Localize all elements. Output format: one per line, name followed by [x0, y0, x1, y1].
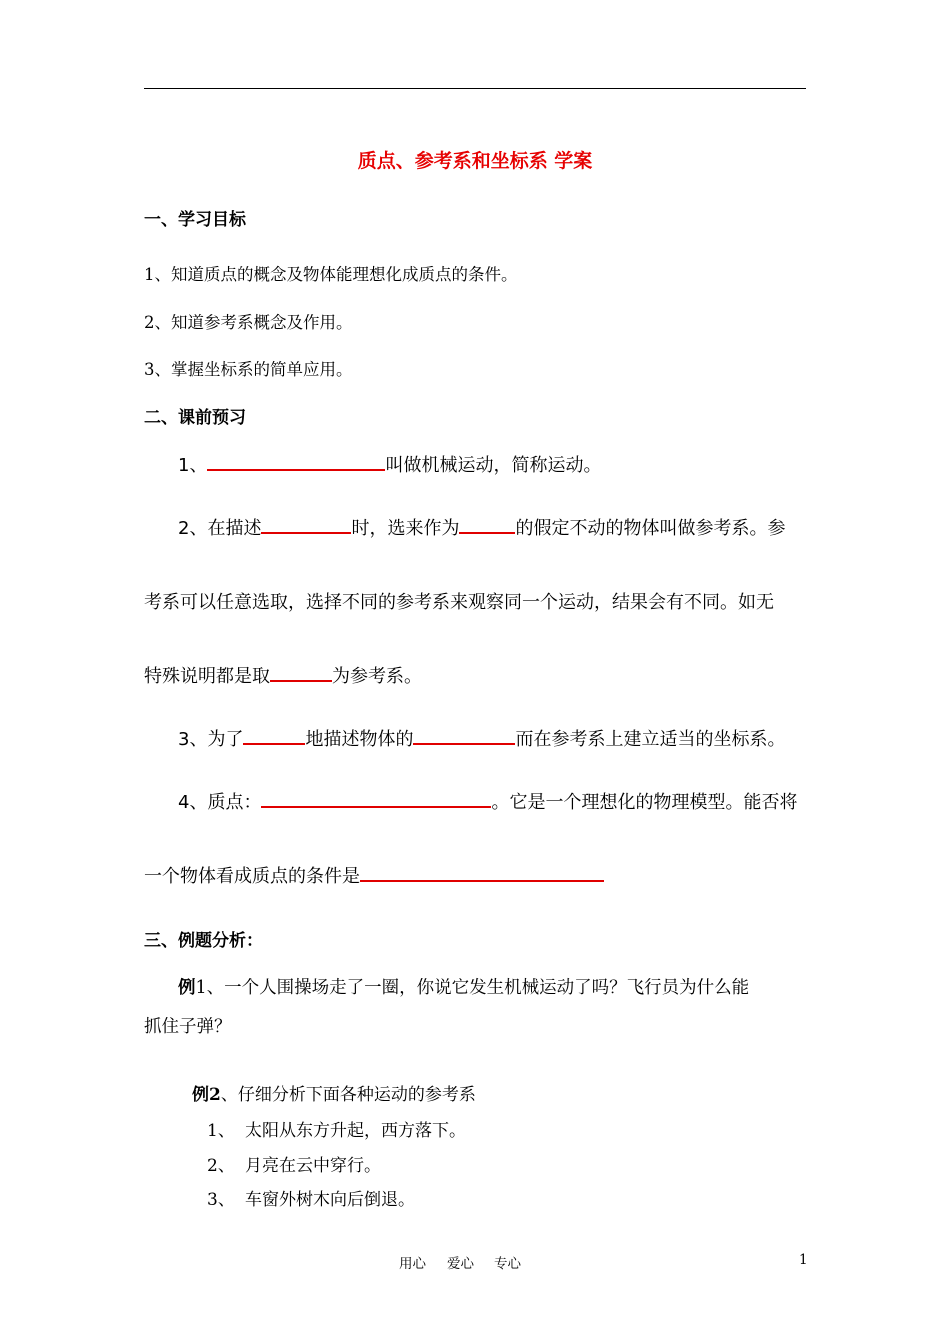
q2-text-b: 时，选来作为: [351, 518, 460, 539]
q3-text-a: 3、为了: [178, 729, 244, 750]
goal-item-3: 3、掌握坐标系的简单应用。: [144, 360, 353, 379]
q4-text-a: 4、质点：: [178, 792, 262, 813]
q2-blank-1[interactable]: [261, 531, 351, 534]
section3-heading: 三、例题分析：: [144, 931, 263, 951]
ex2-label: 例: [192, 1085, 209, 1105]
q3-blank-2[interactable]: [413, 742, 515, 745]
goal-item-2: 2、知道参考系概念及作用。: [144, 313, 353, 332]
ex2-item-1-text: 太阳从东方升起，西方落下。: [245, 1121, 466, 1141]
q1-blank[interactable]: [207, 468, 385, 471]
example-1-line1: [178, 974, 749, 999]
q1-suffix: 叫做机械运动，简称运动。: [385, 455, 602, 476]
page-number: 1: [799, 1252, 808, 1268]
q2-text-a: 2、在描述: [178, 518, 262, 539]
q2-text-line3b: 为参考系。: [332, 666, 422, 687]
q1-prefix: 1、: [178, 455, 208, 476]
page-title: 质点、参考系和坐标系 学案: [357, 150, 593, 172]
preview-q1: [178, 451, 601, 477]
goal-item-1: 1、知道质点的概念及物体能理想化成质点的条件。: [144, 265, 518, 284]
q2-text-line3a: 特殊说明都是取: [144, 666, 270, 687]
ex1-label: 例: [178, 978, 196, 998]
q3-text-c: 而在参考系上建立适当的坐标系。: [515, 729, 786, 750]
section1-heading: 一、学习目标: [144, 210, 246, 230]
example-2-heading: [192, 1080, 476, 1105]
footer-text-2: 爱心: [447, 1256, 474, 1272]
q4-blank-2[interactable]: [360, 879, 604, 882]
q4-text-b: 。它是一个理想化的物理模型。能否将: [491, 792, 798, 813]
example-2-item-3: [207, 1185, 415, 1210]
preview-q3: [178, 725, 785, 751]
ex1-text: 1、一个人围操场走了一圈，你说它发生机械运动了吗？飞行员为什么能: [195, 978, 750, 998]
ex2-item-3-num: 3、: [207, 1190, 235, 1210]
q4-text-line2: 一个物体看成质点的条件是: [144, 866, 360, 887]
footer-text-1: 用心: [399, 1256, 426, 1272]
q4-blank-1[interactable]: [261, 805, 491, 808]
section2-heading: 二、课前预习: [144, 408, 246, 428]
header-rule: [144, 88, 806, 89]
q2-blank-3[interactable]: [270, 679, 332, 682]
ex2-item-1-num: 1、: [207, 1121, 235, 1141]
example-1-line2: 抓住子弹？: [144, 1017, 232, 1037]
q3-text-b: 地描述物体的: [305, 729, 414, 750]
ex2-item-2-num: 2、: [207, 1156, 235, 1176]
example-2-item-1: [207, 1116, 466, 1141]
preview-q4-line1: [178, 788, 797, 814]
q2-text-c: 的假定不动的物体叫做参考系。参: [515, 518, 786, 539]
example-2-item-2: [207, 1151, 381, 1176]
preview-q2-line1: [178, 514, 785, 540]
preview-q4-line2: [144, 862, 604, 888]
q3-blank-1[interactable]: [243, 742, 305, 745]
ex2-num: 2: [209, 1085, 221, 1105]
preview-q2-line3: [144, 662, 422, 688]
q2-blank-2[interactable]: [459, 531, 515, 534]
preview-q2-line2: 考系可以任意选取，选择不同的参考系来观察同一个运动，结果会有不同。如无: [144, 592, 774, 613]
footer-text-3: 专心: [494, 1256, 521, 1272]
ex2-text: 、仔细分析下面各种运动的参考系: [220, 1085, 476, 1105]
ex2-item-2-text: 月亮在云中穿行。: [245, 1156, 381, 1176]
ex2-item-3-text: 车窗外树木向后倒退。: [245, 1190, 415, 1210]
